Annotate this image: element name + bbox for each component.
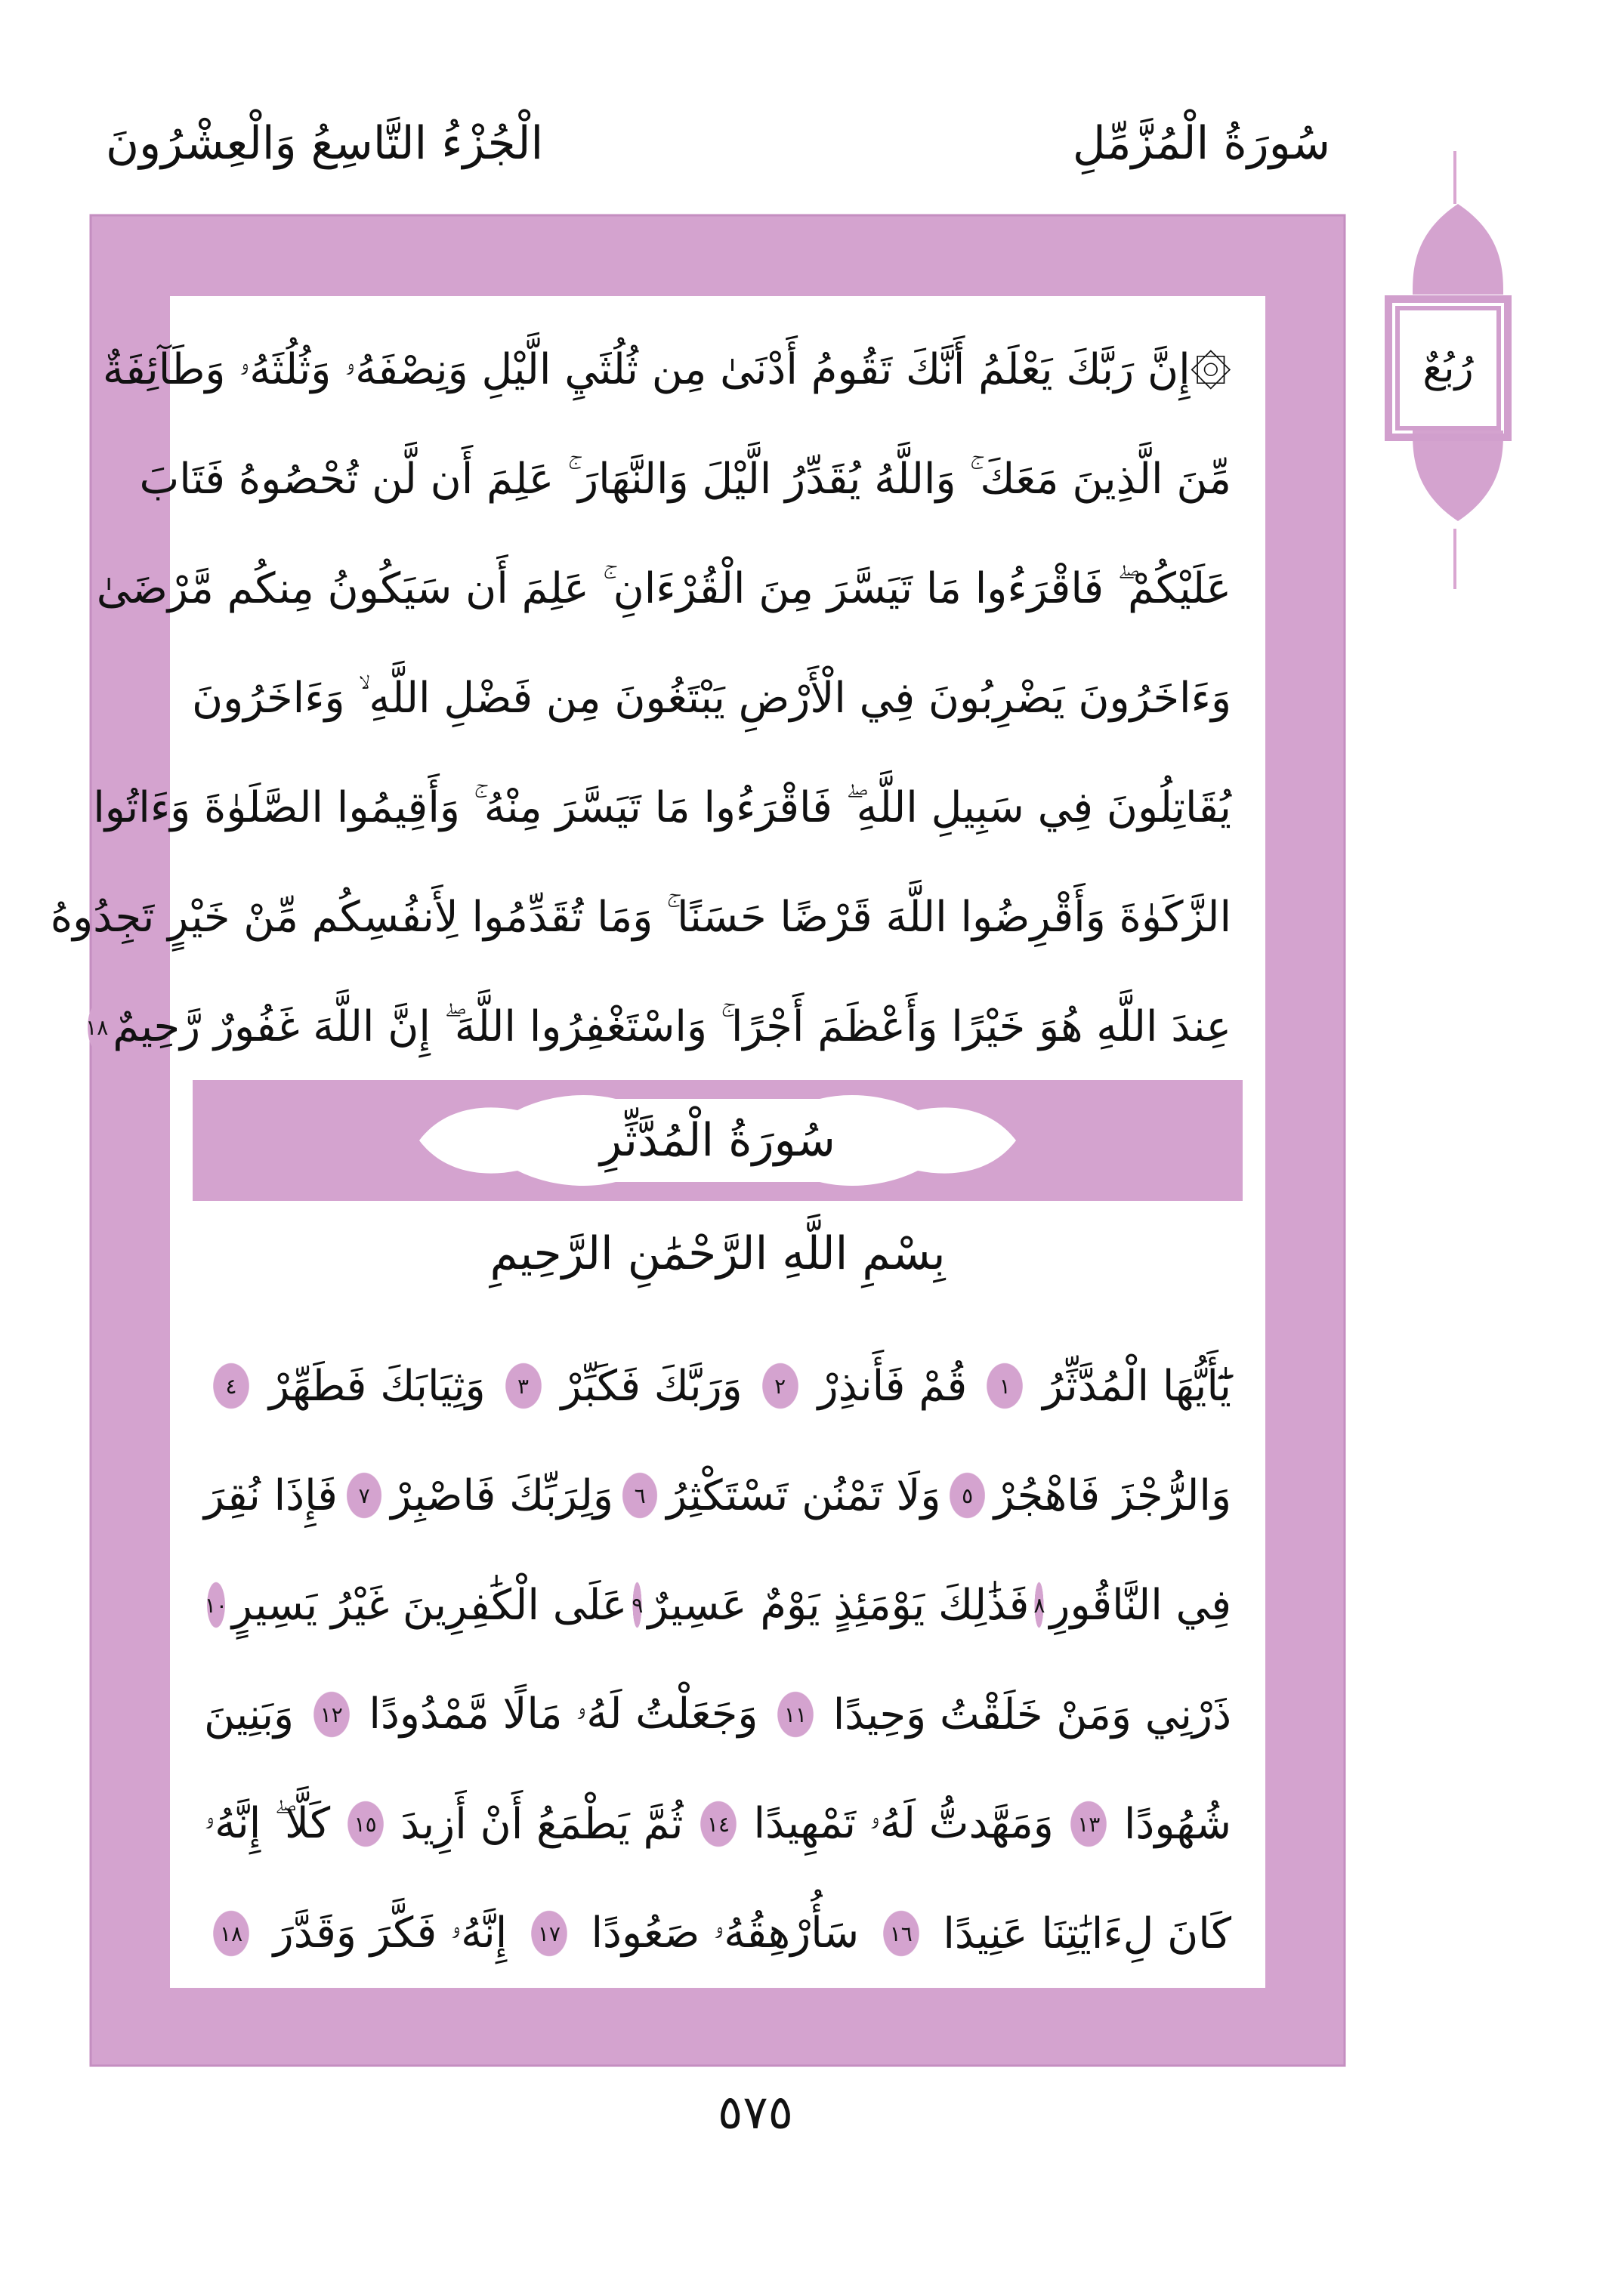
verse-text: فَذَٰلِكَ يَوْمَئِذٍ يَوْمٌ عَسِيرٌ (647, 1580, 1030, 1630)
verse-text: سَأُرْهِقُهُۥ صَعُودًا (591, 1909, 860, 1958)
verse-text: عَلَى الْكَٰفِرِينَ غَيْرُ يَسِيرٍ (231, 1580, 628, 1630)
verse-text: شُهُودًا (1123, 1799, 1231, 1849)
ayah-number-marker: ١٣ (1066, 1795, 1111, 1853)
surah-title: سُورَةُ الْمُدَّثِّرِ (600, 1114, 835, 1167)
ayah-number-marker: ١٨ (208, 1905, 254, 1962)
surah-title-band (193, 1080, 1243, 1201)
text-line (204, 1669, 1231, 1760)
verse-text: وَءَاخَرُونَ يَضْرِبُونَ فِي الْأَرْضِ يَبْتَغُونَ مِن فَضْلِ اللَّهِ ۙ وَءَاخَرُونَ (191, 674, 1231, 723)
verse-text: ۞إِنَّ رَبَّكَ يَعْلَمُ أَنَّكَ تَقُومُ أَدْنَىٰ مِن ثُلُثَيِ الَّيْلِ وَنِصْفَهُۥ وَثُلُثَهُۥ وَطَآئِفَةٌ (102, 345, 1231, 394)
verse-text: وَالرُّجْزَ فَاهْجُرْ (993, 1470, 1231, 1520)
ayah-number-marker: ٨ (1033, 1576, 1045, 1634)
ayah-number-marker: ١ (982, 1357, 1027, 1415)
ayah-number-marker: ٧ (342, 1467, 386, 1524)
page-number: ٥٧٥ (718, 2085, 793, 2140)
bismillah: بِسْمِ اللَّهِ الرَّحْمَٰنِ الرَّحِيمِ (490, 1227, 946, 1280)
text-line (139, 434, 1231, 525)
ayah-number-marker: ١٧ (527, 1905, 572, 1962)
surah-header: سُورَةُ الْمُزَّمِّلِ (1072, 117, 1330, 170)
verse-text: إِنَّهُۥ فَكَّرَ وَقَدَّرَ (273, 1909, 508, 1958)
ayah-number-marker: ١٠ (205, 1576, 227, 1634)
ayah-number-marker: ٩ (632, 1576, 643, 1634)
verse-text: ذَرْنِي وَمَنْ خَلَقْتُ وَحِيدًا (832, 1690, 1231, 1739)
verse-text: عَلَيْكُمْ ۖ فَاقْرَءُوا مَا تَيَسَّرَ مِنَ الْقُرْءَانِ ۚ عَلِمَ أَن سَيَكُونُ مِنكُم مَّرْضَىٰ (96, 564, 1231, 613)
verse-text: وَثِيَابَكَ فَطَهِّرْ (269, 1361, 486, 1411)
text-line (50, 872, 1231, 963)
verse-text: وَلِرَبِّكَ فَاصْبِرْ (391, 1470, 613, 1520)
text-line (96, 544, 1231, 634)
juz-title: الْجُزْءُ التَّاسِعُ وَالْعِشْرُونَ (106, 117, 544, 170)
hizb-line-bottom (1453, 529, 1456, 589)
verse-text: يَٰٓأَيُّهَا الْمُدَّثِّرُ (1042, 1361, 1231, 1411)
verse-text: فَإِذَا نُقِرَ (204, 1470, 338, 1520)
verse-text: ثُمَّ يَطْمَعُ أَنْ أَزِيدَ (400, 1799, 684, 1849)
verse-text: الزَّكَوٰةَ وَأَقْرِضُوا اللَّهَ قَرْضًا حَسَنًا ۚ وَمَا تُقَدِّمُوا لِأَنفُسِكُم مِّنْ خَيْرٍ تَجِدُوهُ (50, 893, 1231, 942)
ayah-number-marker: ١٤ (696, 1795, 741, 1853)
verse-text: قُمْ فَأَنذِرْ (817, 1361, 968, 1411)
verse-text: مِّنَ الَّذِينَ مَعَكَ ۚ وَاللَّهُ يُقَدِّرُ الَّيْلَ وَالنَّهَارَ ۚ عَلِمَ أَن لَّن تُحْصُوهُ فَتَابَ (139, 455, 1231, 504)
ayah-number-marker: ٢ (758, 1357, 803, 1415)
text-line (204, 1779, 1231, 1869)
ayah-number-marker: ١٦ (879, 1905, 924, 1962)
verse-text: وَمَهَّدتُّ لَهُۥ تَمْهِيدًا (753, 1799, 1054, 1848)
verse-text: كَانَ لِءَايَٰتِنَا عَنِيدًا (943, 1909, 1231, 1958)
verse-text: وَجَعَلْتُ لَهُۥ مَالًا مَّمْدُودًا (369, 1690, 758, 1739)
verse-text: وَلَا تَمْنُن تَسْتَكْثِرُ (666, 1470, 941, 1520)
verse-text: يُقَاتِلُونَ فِي سَبِيلِ اللَّهِ ۖ فَاقْرَءُوا مَا تَيَسَّرَ مِنْهُ ۚ وَأَقِيمُوا الصَّلَوٰةَ وَءَاتُوا (93, 783, 1231, 832)
verse-text: وَبَنِينَ (204, 1690, 295, 1739)
ayah-number-marker: ١٥ (343, 1795, 388, 1853)
verse-text: كَلَّا ۖ إِنَّهُۥ (204, 1799, 331, 1848)
verse-text: عِندَ اللَّهِ هُوَ خَيْرًا وَأَعْظَمَ أَجْرًا ۚ وَاسْتَغْفِرُوا اللَّهَ ۖ إِنَّ اللَّهَ غَفُورٌ رَّحِيمٌ (113, 1002, 1231, 1051)
ayah-number-marker: ٣ (501, 1357, 546, 1415)
ayah-number-marker: ١١ (773, 1686, 818, 1743)
ayah-number-marker: ٦ (618, 1467, 662, 1524)
verse-text: وَرَبَّكَ فَكَبِّرْ (561, 1361, 743, 1411)
text-line (93, 763, 1231, 853)
text-line (204, 1341, 1231, 1431)
text-line (204, 1888, 1231, 1979)
ayah-number-marker: ١٨ (85, 998, 108, 1056)
text-line (102, 325, 1231, 415)
hizb-marker: رُبُعٌ (1395, 306, 1501, 430)
ayah-number-marker: ٥ (945, 1467, 989, 1524)
text-line (204, 1560, 1231, 1650)
verse-text: فِي النَّاقُورِ (1049, 1580, 1231, 1630)
text-line (204, 1450, 1231, 1541)
ayah-number-marker: ١٢ (309, 1686, 354, 1743)
text-line (85, 982, 1231, 1072)
ayah-number-marker: ٤ (208, 1357, 254, 1415)
text-line (191, 653, 1231, 744)
